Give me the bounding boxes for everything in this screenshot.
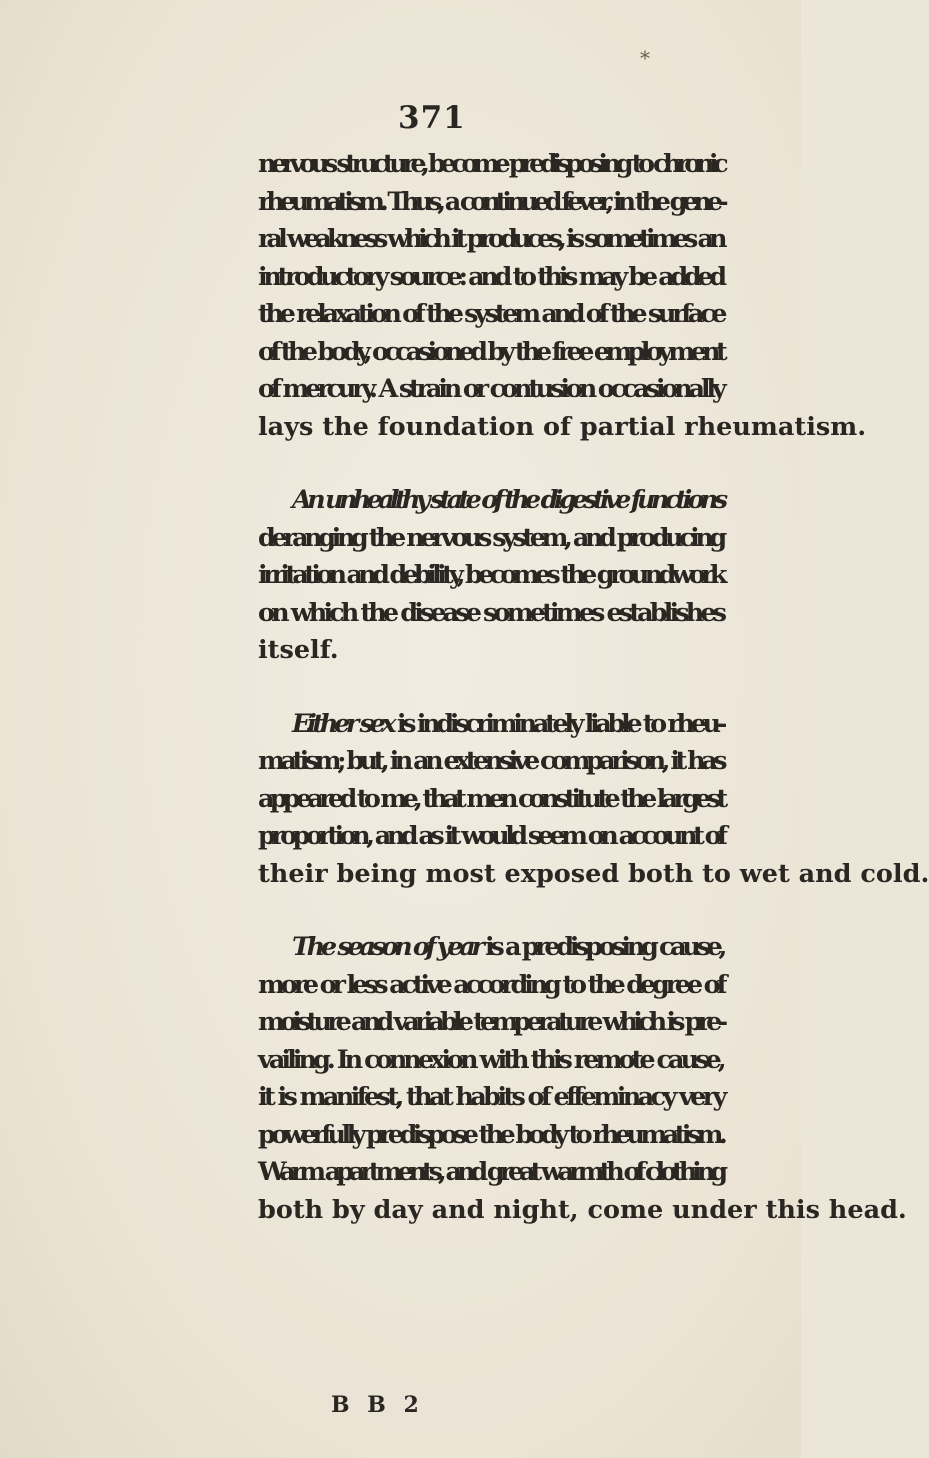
signature-mark: B B 2 (331, 1392, 424, 1418)
text-line: matism; but, in an extensive comparison, it has (258, 746, 723, 776)
text-line: Warm apartments, and great warmth of clothing (258, 1157, 723, 1187)
page-number: 371 (398, 100, 466, 136)
text-line: moisture and variable temperature which is pre- (258, 1007, 724, 1037)
text-line: rheumatism. Thus, a continued fever, in the gene- (258, 186, 724, 217)
text-line: ral weakness which it produces, is sometimes an (258, 224, 723, 254)
text-line: appeared to me, that men constitute the largest (258, 783, 724, 814)
ink-mark-icon: ⁎ (640, 40, 650, 64)
text-line: deranging the nervous system, and producing (258, 522, 723, 553)
text-line: powerfully predispose the body to rheumatism. (258, 1119, 724, 1150)
text-line: lays the foundation of partial rheumatism. (258, 411, 867, 442)
paragraph-1 (258, 146, 867, 446)
text-line: nervous structure, become predisposing to chronic (258, 149, 724, 179)
text-line: introductory source: and to this may be added (258, 261, 723, 292)
text-line: both by day and night, come under this head. (258, 1194, 907, 1225)
lead-continuation: is a predisposing cause, (480, 932, 724, 962)
body-text (258, 146, 929, 1229)
text-line-lead (258, 706, 723, 744)
text-line: of mercury. A strain or contusion occasionally (258, 374, 723, 404)
text-line: the relaxation of the system and of the surface (258, 299, 724, 329)
text-line: irritation and debility, becomes the groundwork (258, 560, 723, 590)
paragraph-4 (258, 929, 907, 1229)
italic-lead: Either sex (292, 708, 393, 739)
text-line-lead (258, 482, 723, 520)
italic-lead: An unhealthy state of the digestive functions (292, 485, 724, 515)
text-line-lead (258, 929, 723, 967)
lead-continuation: is indiscriminately liable to rheu- (392, 708, 723, 739)
text-line: of the body, occasioned by the free employment (258, 336, 723, 367)
text-line: itself. (258, 635, 339, 665)
paragraph-3 (258, 706, 929, 894)
text-line: on which the disease sometimes establishes (258, 597, 724, 628)
text-line: it is manifest, that habits of effeminacy very (258, 1082, 724, 1112)
italic-lead: The season of year (292, 932, 481, 962)
text-line: more or less active according to the degree of (258, 969, 724, 1000)
paragraph-2 (258, 482, 723, 670)
text-line: proportion, and as it would seem on account of (258, 821, 724, 851)
text-line: vailing. In connexion with this remote cause, (258, 1044, 723, 1075)
text-line: their being most exposed both to wet and cold. (258, 858, 929, 889)
